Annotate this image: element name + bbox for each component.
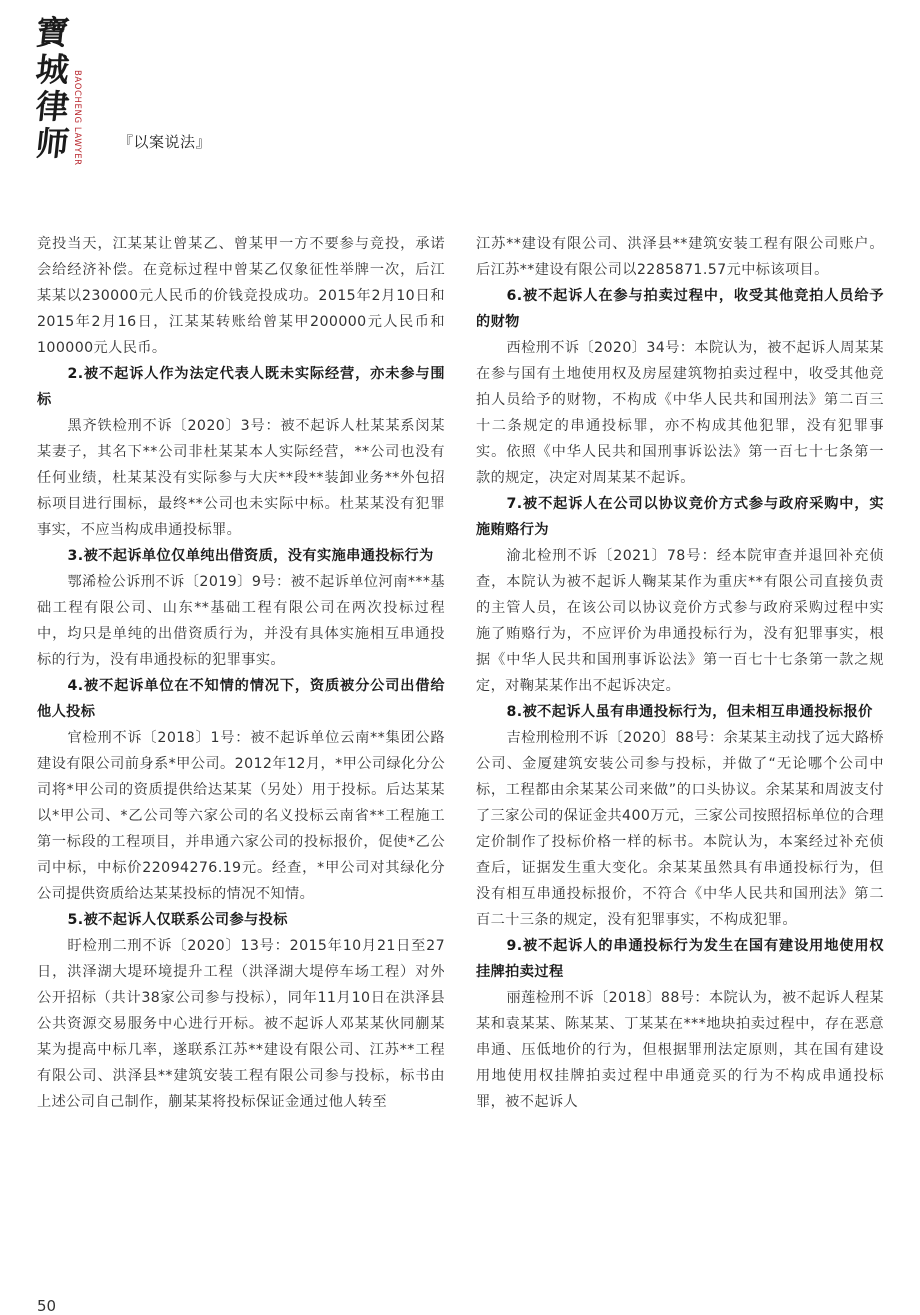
- logo-glyph: 寶: [33, 13, 72, 52]
- case-paragraph: 西检刑不诉〔2020〕34号：本院认为，被不起诉人周某某在参与国有土地使用权及房屋建筑物拍卖过程中，收受其他竞拍人员给予的财物，不构成《中华人民共和国刑法》第二百三十二条规定的串通投标罪，亦不构成其他犯罪，没有犯罪事实。依照《中华人民共和国刑事诉讼法》第一百七十七条第一款的规定，决定对周某某不起诉。: [476, 340, 885, 486]
- case-paragraph: 黑齐铁检刑不诉〔2020〕3号：被不起诉人杜某某系闵某某妻子，其名下**公司非杜某某本人实际经营，**公司也没有任何业绩，杜某某没有实际参与大庆**段**装卸业务**外包招标项目进行围标，最终**公司也未实际中标。杜某某没有犯罪事实，不应当构成串通投标罪。: [37, 418, 445, 538]
- section-heading: 5.被不起诉人仅联系公司参与投标: [67, 912, 288, 928]
- logo-glyph: 城: [33, 50, 72, 89]
- paragraph-continued: 竞投当天，江某某让曾某乙、曾某甲一方不要参与竞投，承诺会给经济补偿。在竞标过程中曾某乙仅象征性举牌一次，后江某某以230000元人民币的价钱竞投成功。2015年2月10日和2015年2月16日，江某某转账给曾某甲200000元人民币和100000元人民币。: [37, 236, 445, 356]
- right-column: [476, 231, 884, 1115]
- section-heading: 2.被不起诉人作为法定代表人既未实际经营，亦未参与围标: [37, 366, 445, 408]
- logo-glyph: 律: [33, 87, 72, 126]
- case-paragraph: 吉检刑检刑不诉〔2020〕88号：余某某主动找了远大路桥公司、金厦建筑安装公司参与投标，并做了“无论哪个公司中标，工程都由余某某公司来做”的口头协议。余某某和周波支付了三家公司的保证金共400万元，三家公司按照招标单位的合理定价制作了投标价格一样的标书。本院认为，本案经过补充侦查后，证据发生重大变化。余某某虽然具有串通投标行为，但没有相互串通投标报价，不符合《中华人民共和国刑法》第二百二十三条的规定，没有犯罪事实，不构成犯罪。: [476, 730, 885, 928]
- section-heading: 7.被不起诉人在公司以协议竞价方式参与政府采购中，实施贿赂行为: [476, 496, 884, 538]
- left-column: [37, 231, 445, 1115]
- paragraph-continued: 江苏**建设有限公司、洪泽县**建筑安装工程有限公司账户。后江苏**建设有限公司以2285871.57元中标该项目。: [476, 236, 884, 278]
- section-heading: 4.被不起诉单位在不知情的情况下，资质被分公司出借给他人投标: [37, 678, 445, 720]
- case-paragraph: 鄂浠检公诉刑不诉〔2019〕9号：被不起诉单位河南***基础工程有限公司、山东**基础工程有限公司在两次投标过程中，均只是单纯的出借资质行为，并没有具体实施相互串通投标的行为，没有串通投标的犯罪事实。: [37, 574, 445, 668]
- logo-glyph: 师: [33, 124, 72, 163]
- page-number: 50: [37, 1297, 57, 1315]
- case-paragraph: 渝北检刑不诉〔2021〕78号：经本院审查并退回补充侦查，本院认为被不起诉人鞠某某作为重庆**有限公司直接负责的主管人员，在该公司以协议竞价方式参与政府采购过程中实施了贿赂行为，不应评价为串通投标行为，没有犯罪事实，根据《中华人民共和国刑事诉讼法》第一百七十七条第一款之规定，对鞠某某作出不起诉决定。: [476, 548, 884, 694]
- section-heading: 9.被不起诉人的串通投标行为发生在国有建设用地使用权挂牌拍卖过程: [476, 938, 884, 980]
- case-paragraph: 丽莲检刑不诉〔2018〕88号：本院认为，被不起诉人程某某和袁某某、陈某某、丁某某在***地块拍卖过程中，存在恶意串通、压低地价的行为，但根据罪刑法定原则，其在国有建设用地使用权挂牌拍卖过程中串通竞买的行为不构成串通投标罪，被不起诉人: [476, 990, 885, 1110]
- logo: [32, 14, 92, 164]
- logo-calligraphy: [33, 13, 76, 163]
- case-paragraph: 官检刑不诉〔2018〕1号：被不起诉单位云南**集团公路建设有限公司前身系*甲公司。2012年12月，*甲公司绿化分公司将*甲公司的资质提供给达某某（另处）用于投标。后达某某以*甲公司、*乙公司等六家公司的名义投标云南省**工程施工第一标段的工程项目，并串通六家公司的投标报价，促使*乙公司中标，中标价22094276.19元。经查，*甲公司对其绿化分公司提供资质给达某某投标的情况不知情。: [37, 730, 445, 902]
- section-heading: 6.被不起诉人在参与拍卖过程中，收受其他竞拍人员给予的财物: [476, 288, 884, 330]
- section-tag: 『以案说法』: [118, 133, 212, 151]
- section-heading: 8.被不起诉人虽有串通投标行为，但未相互串通投标报价: [506, 704, 873, 720]
- logo-english-text: BAOCHENG LAWYER: [72, 70, 82, 166]
- case-paragraph: 盱检刑二刑不诉〔2020〕13号：2015年10月21日至27日，洪泽湖大堤环境提升工程（洪泽湖大堤停车场工程）对外公开招标（共计38家公司参与投标），同年11月10日在洪泽县公共资源交易服务中心进行开标。被不起诉人邓某某伙同蒯某某为提高中标几率，遂联系江苏**建设有限公司、江苏**工程有限公司、洪泽县**建筑安装工程有限公司参与投标，标书由上述公司自己制作，蒯某某将投标保证金通过他人转至: [37, 938, 445, 1110]
- section-heading: 3.被不起诉单位仅单纯出借资质，没有实施串通投标行为: [67, 548, 434, 564]
